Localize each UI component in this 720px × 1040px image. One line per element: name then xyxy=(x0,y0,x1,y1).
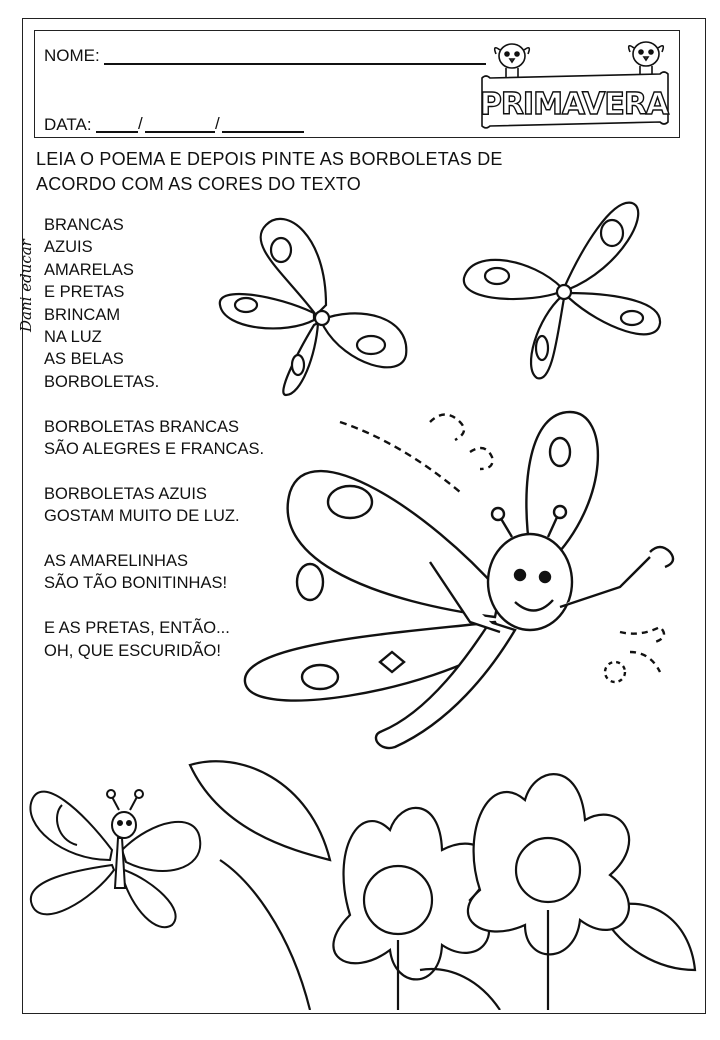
poem-line: SÃO TÃO BONITINHAS! xyxy=(44,574,228,593)
poem-line: NA LUZ xyxy=(44,328,102,347)
poem-line: BORBOLETAS AZUIS xyxy=(44,484,207,503)
poem-line: E PRETAS xyxy=(44,283,125,302)
poem-line: AS AMARELINHAS xyxy=(44,552,188,571)
chick-icon xyxy=(629,42,664,78)
instructions-line-1: LEIA O POEMA E DEPOIS PINTE AS BORBOLETAS DE xyxy=(36,149,503,169)
butterfly-icon xyxy=(230,392,700,782)
primavera-logo xyxy=(476,36,672,132)
date-separator-2: / xyxy=(215,114,220,133)
side-credit: Dani educar xyxy=(17,239,35,332)
leaf-icon xyxy=(190,761,330,860)
butterfly-icon xyxy=(452,188,672,398)
name-field[interactable] xyxy=(104,63,486,65)
date-day-field[interactable] xyxy=(96,131,138,133)
poem-line: BORBOLETAS BRANCAS xyxy=(44,417,239,436)
poem-line: AS BELAS xyxy=(44,350,124,369)
poem-line: AMARELAS xyxy=(44,260,134,279)
poem-line: GOSTAM MUITO DE LUZ. xyxy=(44,507,240,526)
name-label: NOME: xyxy=(44,46,100,65)
poem-line: SÃO ALEGRES E FRANCAS. xyxy=(44,440,265,459)
butterfly-icon xyxy=(206,205,426,420)
poem-line: OH, QUE ESCURIDÃO! xyxy=(44,641,221,660)
chick-icon xyxy=(495,44,530,78)
poem-line: AZUIS xyxy=(44,238,93,257)
date-label: DATA: xyxy=(44,115,92,134)
logo-text: PRIMAVERA xyxy=(479,87,669,122)
date-year-field[interactable] xyxy=(222,131,304,133)
poem-line: BRANCAS xyxy=(44,216,124,234)
poem-line: BORBOLETAS. xyxy=(44,372,160,391)
poem-line: BRINCAM xyxy=(44,305,121,324)
flower-icon xyxy=(180,740,700,1010)
date-separator-1: / xyxy=(138,114,143,133)
date-month-field[interactable] xyxy=(145,131,215,133)
instructions-line-2: ACORDO COM AS CORES DO TEXTO xyxy=(36,174,361,194)
poem-line: E AS PRETAS, ENTÃO... xyxy=(44,619,230,638)
